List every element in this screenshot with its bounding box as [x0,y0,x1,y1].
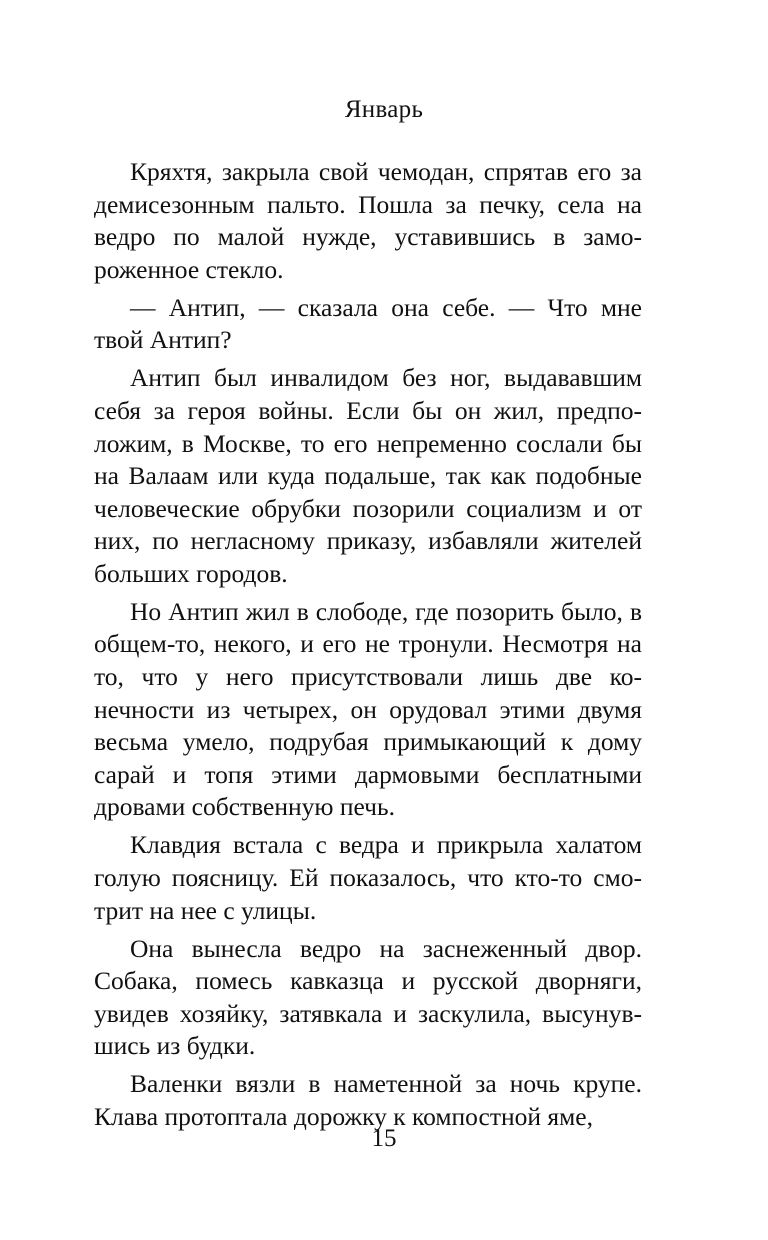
paragraph-2: — Антип, — сказала она себе. — Что мне твой Антип? [94,292,642,355]
page-number: 15 [371,1125,397,1152]
paragraph-6: Она вынесла ведро на заснеженный двор. Собака, помесь кавказца и русской дворняги, увидев хозяйку, затявкала и заскулила, высунувшись из будки. [94,933,642,1061]
paragraph-7: Валенки вязли в наметенной за ночь крупе. Клава протоптала дорожку к компостной яме, [94,1069,642,1131]
running-head: Январь [344,96,424,123]
body-text [94,156,642,1134]
paragraph-4: Но Антип жил в слободе, где позорить было, в общем-то, некого, и его не тронули. Несмотря на то, что у него присутствовали лишь две конечности из четырех, он орудовал этими двумя весьма умело, подрубая примыкающий к дому сарай и топя этими дармовыми бесплатными дровами собственную печь. [94,596,642,822]
paragraph-5: Клавдия встала с ведра и прикрыла халатом голую поясницу. Ей показалось, что кто-то смотрит на нее с улицы. [94,830,642,925]
paragraph-1: Кряхтя, закрыла свой чемодан, спрятав его за демисезонным пальто. Пошла за печку, села на ведро по малой нужде, уставившись в замороженное стекло. [94,157,642,284]
paragraph-3: Антип был инвалидом без ног, выдававшим себя за героя войны. Если бы он жил, предположим, в Москве, то его непременно сослали бы на Валаам или куда подальше, так как подобные человеческие обрубки позорили социализм и от них, по негласному приказу, избавляли жителей больших городов. [94,363,642,588]
